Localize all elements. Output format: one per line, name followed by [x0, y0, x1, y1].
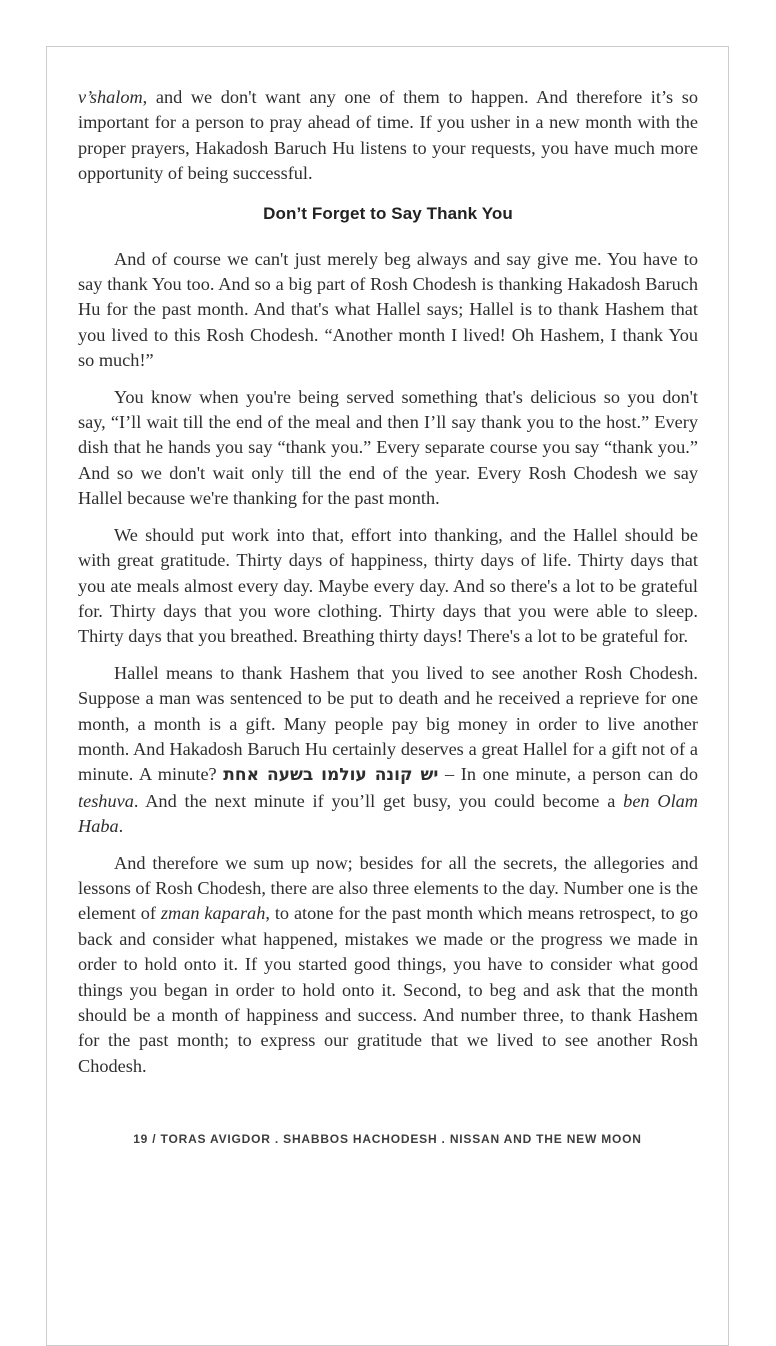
paragraph: v’shalom, and we don't want any one of them to happen. And therefore it’s so important for a person to pray ahead of time. If you usher in a new month with the proper prayers, Hakadosh Baruch Hu listens to your requests, you have much more opportunity of being successful.: [78, 87, 698, 184]
footer-text: 19 / TORAS AVIGDOR . SHABBOS HACHODESH . NISSAN AND THE NEW MOON: [133, 1132, 642, 1146]
section-heading: Don’t Forget to Say Thank You: [263, 203, 513, 223]
page-frame: [46, 46, 729, 1346]
page-footer: [47, 1132, 728, 1146]
paragraph: And therefore we sum up now; besides for all the secrets, the allegories and lessons of Rosh Chodesh, there are also three elements to the day. Number one is the element of zman kaparah, to atone for the past month which means retrospect, to go back and consider what happened, mistakes we made or the progress we made in order to hold onto it. If you started good things, you have to consider what good things you began in order to hold onto it. Second, to beg and ask that the month should be a month of happiness and success. And number three, to thank Hashem for the past month; to express our gratitude that we lived to see another Rosh Chodesh.: [78, 852, 698, 1076]
paragraph: You know when you're being served something that's delicious so you don't say, “I’ll wait till the end of the meal and then I’ll say thank you to the host.” Every dish that he hands you say “thank you.” Every separate course you say “thank you.” And so we don't wait only till the end of the year. Every Rosh Chodesh we say Hallel because we're thanking for the past month.: [78, 386, 698, 509]
article: [47, 47, 728, 1079]
paragraph: We should put work into that, effort into thanking, and the Hallel should be with great gratitude. Thirty days of happiness, thirty days of life. Thirty days that you ate meals almost every day. Maybe every day. And so there's a lot to be grateful for. Thirty days that you wore clothing. Thirty days that you were able to sleep. Thirty days that you breathed. Breathing thirty days! There's a lot to be grateful for.: [78, 524, 698, 647]
paragraph: And of course we can't just merely beg always and say give me. You have to say thank You too. And so a big part of Rosh Chodesh is thanking Hakadosh Baruch Hu for the past month. And that's what Hallel says; Hallel is to thank Hashem that you lived to this Rosh Chodesh. “Another month I lived! Oh Hashem, I thank You so much!”: [78, 248, 698, 371]
paragraph: Hallel means to thank Hashem that you lived to see another Rosh Chodesh. Suppose a man was sentenced to be put to death and he received a reprieve for one month, a month is a gift. Many people pay big money in order to live another month. And Hakadosh Baruch Hu certainly deserves a great Hallel for a gift not of a minute. A minute? יש קונה עולמו בשעה אחת – In one minute, a person can do teshuva. And the next minute if you’ll get busy, you could become a ben Olam Haba.: [78, 662, 699, 837]
